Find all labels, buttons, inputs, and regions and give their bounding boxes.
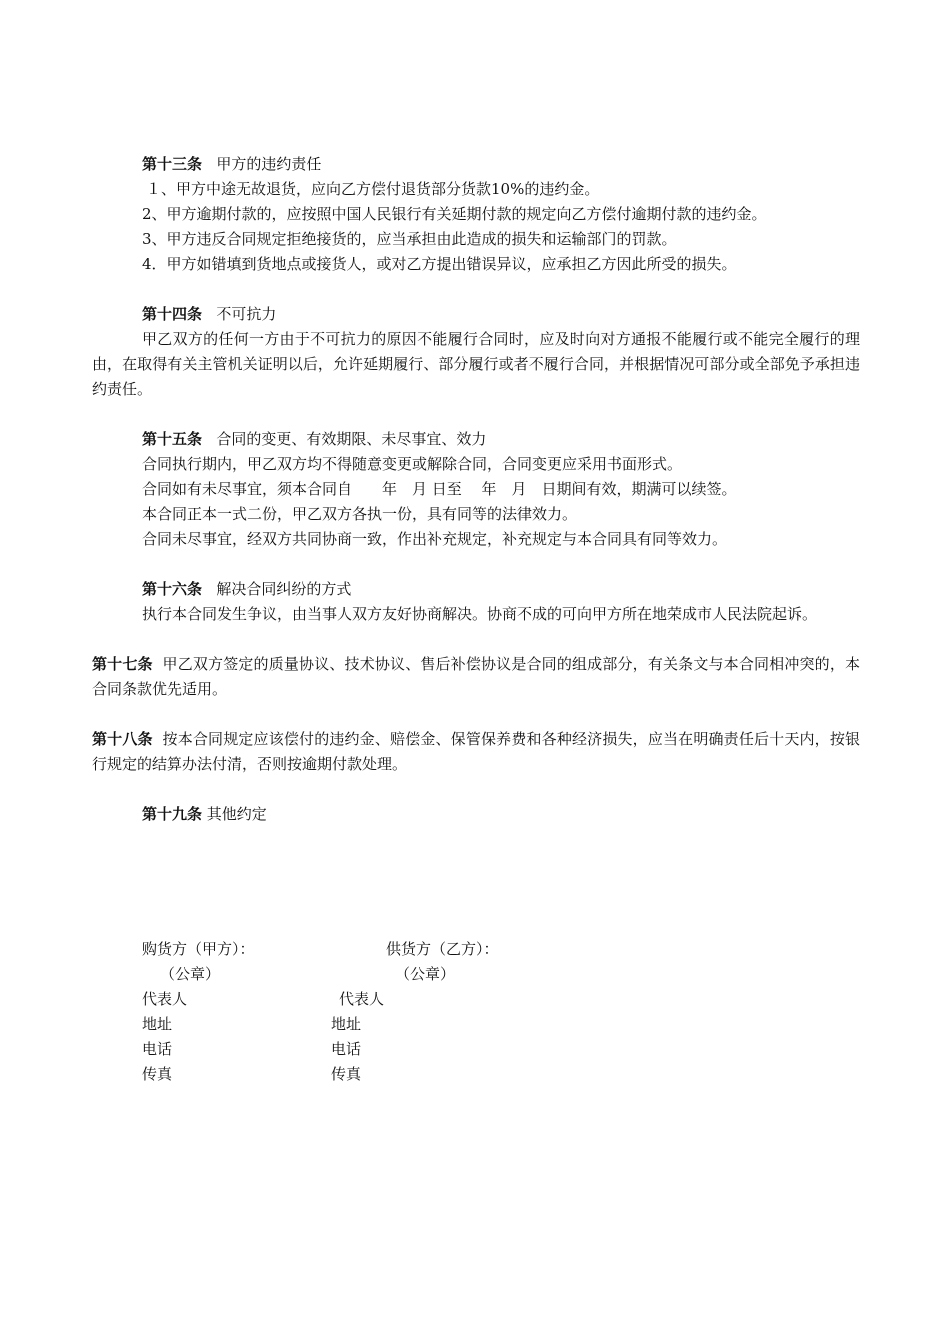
article-label: 第十四条 [142,305,203,323]
buyer-phone: 电话 [142,1040,173,1058]
article-13-heading [92,152,860,177]
article-13-item-2: 2、甲方逾期付款的，应按照中国人民银行有关延期付款的规定向乙方偿付逾期付款的违约金。 [142,205,767,223]
article-16-body: 执行本合同发生争议，由当事人双方友好协商解决。协商不成的可向甲方所在地荣成市人民法院起诉。 [142,605,818,623]
buyer-representative: 代表人 [142,990,188,1008]
article-label: 第十六条 [142,580,203,598]
article-17 [92,652,860,702]
article-15-item-2: 合同如有未尽事宜，须本合同自 年 月 日至 年 月 日期间有效，期满可以续签。 [142,480,737,498]
article-label: 第十三条 [142,155,203,173]
article-body: 甲乙双方签定的质量协议、技术协议、售后补偿协议是合同的组成部分，有关条文与本合同相冲突的，本合同条款优先适用。 [92,655,860,698]
article-label: 第十五条 [142,430,203,448]
contract-page [92,152,860,827]
article-14-heading [92,302,860,327]
article-15-heading [92,427,860,452]
article-title: 合同的变更、有效期限、未尽事宜、效力 [216,430,487,448]
article-title: 其他约定 [206,805,267,823]
article-title: 不可抗力 [216,305,277,323]
seller-fax: 传真 [331,1065,362,1083]
article-body: 按本合同规定应该偿付的违约金、赔偿金、保管保养费和各种经济损失，应当在明确责任后十天内，按银行规定的结算办法付清，否则按逾期付款处理。 [92,730,860,773]
seller-representative: 代表人 [339,990,385,1008]
seller-phone: 电话 [331,1040,362,1058]
article-15-item-3: 本合同正本一式二份，甲乙双方各执一份，具有同等的法律效力。 [142,505,578,523]
buyer-seal: （公章） [160,965,221,983]
article-15-item-1: 合同执行期内，甲乙双方均不得随意变更或解除合同，合同变更应采用书面形式。 [142,455,683,473]
signature-block [92,937,792,1087]
buyer-address: 地址 [142,1015,173,1033]
article-13-item-1: １、甲方中途无故退货，应向乙方偿付退货部分货款10%的违约金。 [146,180,600,198]
article-14-body: 甲乙双方的任何一方由于不可抗力的原因不能履行合同时，应及时向对方通报不能履行或不能完全履行的理由，在取得有关主管机关证明以后，允许延期履行、部分履行或者不履行合同，并根据情况可部分或全部免予承担违约责任。 [92,330,860,398]
article-label: 第十七条 [92,655,153,673]
article-title: 解决合同纠纷的方式 [216,580,352,598]
article-13-item-4: 4．甲方如错填到货地点或接货人，或对乙方提出错误异议，应承担乙方因此所受的损失。 [142,255,737,273]
seller-seal: （公章） [395,965,456,983]
article-15-item-4: 合同未尽事宜，经双方共同协商一致，作出补充规定，补充规定与本合同具有同等效力。 [142,530,728,548]
article-title: 甲方的违约责任 [216,155,322,173]
article-19-heading [92,802,860,827]
article-label: 第十九条 [142,805,203,823]
article-label: 第十八条 [92,730,153,748]
article-18 [92,727,860,777]
seller-address: 地址 [331,1015,362,1033]
article-13-item-3: 3、甲方违反合同规定拒绝接货的，应当承担由此造成的损失和运输部门的罚款。 [142,230,677,248]
buyer-fax: 传真 [142,1065,173,1083]
seller-label: 供货方（乙方）： [386,940,499,958]
buyer-label: 购货方（甲方）： [142,940,255,958]
article-16-heading [92,577,860,602]
